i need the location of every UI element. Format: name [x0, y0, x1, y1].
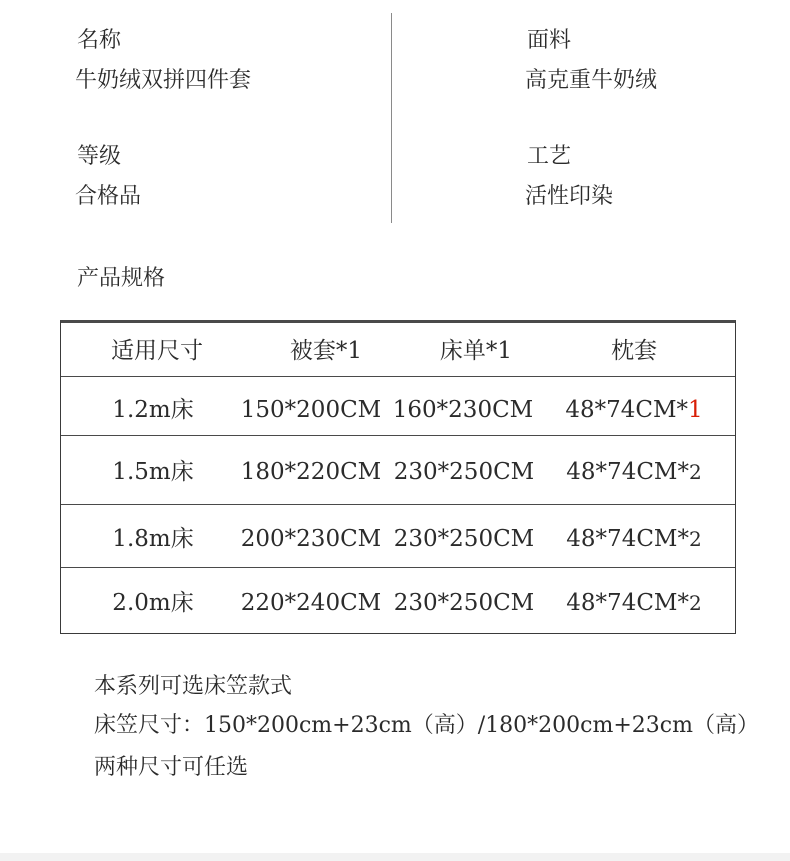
attr-grade-value: 合格品 — [75, 184, 142, 209]
pillow-size: 48*74CM* — [566, 590, 689, 616]
cell-sheet: 230*250CM — [393, 459, 535, 485]
header-pillow: 枕套 — [611, 338, 657, 364]
cell-duvet: 150*200CM — [240, 397, 382, 423]
note-line: 床笠尺寸：150*200cm+23cm（高）/180*200cm+23cm（高） — [94, 713, 759, 738]
table-header-row — [61, 323, 735, 377]
table-row — [61, 568, 735, 634]
note-line: 本系列可选床笠款式 — [94, 674, 293, 699]
pillow-qty: 1 — [688, 397, 703, 423]
pillow-size: 48*74CM* — [566, 526, 689, 552]
cell-pillow — [566, 458, 701, 486]
note-line: 两种尺寸可任选 — [94, 755, 249, 780]
cell-size: 1.5m床 — [112, 459, 194, 485]
table-row — [61, 505, 735, 567]
header-size: 适用尺寸 — [111, 338, 203, 364]
cell-pillow — [566, 589, 701, 617]
attr-craft-value: 活性印染 — [525, 184, 614, 209]
cell-duvet: 180*220CM — [240, 459, 382, 485]
bottom-strip — [0, 853, 790, 861]
attributes-divider — [391, 13, 392, 223]
attr-craft-label: 工艺 — [527, 144, 572, 169]
attr-fabric-label: 面料 — [527, 28, 572, 53]
header-duvet: 被套*1 — [289, 338, 363, 364]
attr-name-value: 牛奶绒双拼四件套 — [75, 68, 252, 93]
spec-title: 产品规格 — [77, 266, 166, 291]
cell-size: 1.8m床 — [112, 526, 194, 552]
pillow-size: 48*74CM* — [565, 397, 689, 423]
cell-size: 2.0m床 — [112, 590, 194, 616]
cell-sheet: 230*250CM — [393, 526, 535, 552]
pillow-qty: 2 — [688, 460, 702, 484]
cell-size: 1.2m床 — [112, 397, 194, 423]
attr-name-label: 名称 — [77, 28, 122, 53]
cell-pillow — [565, 396, 702, 424]
pillow-qty: 2 — [688, 591, 702, 615]
cell-sheet: 230*250CM — [393, 590, 535, 616]
cell-duvet: 200*230CM — [240, 526, 382, 552]
cell-sheet: 160*230CM — [392, 397, 534, 423]
header-sheet: 床单*1 — [439, 338, 513, 364]
cell-pillow — [566, 525, 701, 553]
attr-grade-label: 等级 — [77, 144, 122, 169]
cell-duvet: 220*240CM — [240, 590, 382, 616]
table-row — [61, 436, 735, 505]
pillow-size: 48*74CM* — [566, 459, 689, 485]
pillow-qty: 2 — [688, 527, 702, 551]
attr-fabric-value: 高克重牛奶绒 — [525, 68, 658, 93]
table-row — [61, 377, 735, 435]
spec-table — [60, 320, 736, 634]
